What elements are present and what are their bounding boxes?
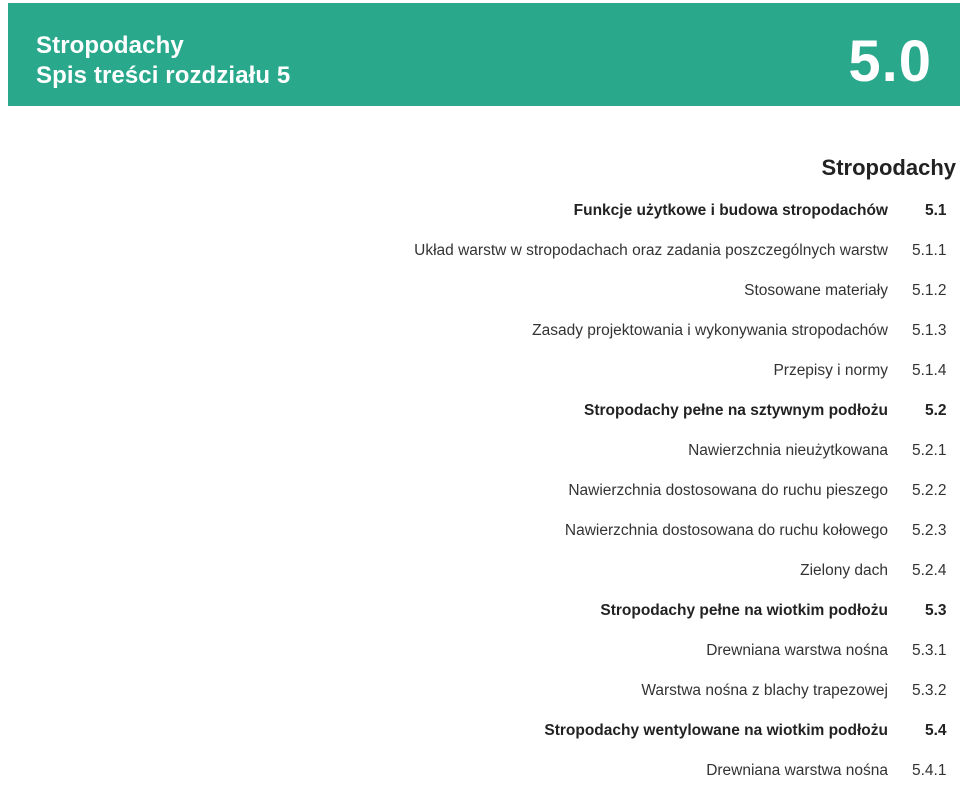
toc-subsection-entry[interactable] xyxy=(0,512,960,552)
toc-entry-number: 5.2.4 xyxy=(912,562,947,579)
toc-entry-number: 5.3 xyxy=(925,602,947,619)
toc-subsection-entry[interactable] xyxy=(0,672,960,712)
toc-entry-number: 5.4.1 xyxy=(912,762,947,779)
toc-entry-number: 5.1.1 xyxy=(912,242,947,259)
toc-entry-label: Zielony dach xyxy=(800,562,888,579)
toc-section-entry[interactable] xyxy=(0,392,960,432)
chapter-title-line-1: Stropodachy xyxy=(36,32,184,59)
section-title: Stropodachy xyxy=(821,155,956,180)
toc-subsection-entry[interactable] xyxy=(0,552,960,592)
toc-entry-label: Warstwa nośna z blachy trapezowej xyxy=(641,682,888,699)
toc-entry-label: Drewniana warstwa nośna xyxy=(706,642,888,659)
toc-entry-number: 5.2 xyxy=(925,402,947,419)
toc-subsection-entry[interactable] xyxy=(0,272,960,312)
toc-section-entry[interactable] xyxy=(0,192,960,232)
toc-section-entry[interactable] xyxy=(0,592,960,632)
toc-entry-label: Nawierzchnia dostosowana do ruchu pieszego xyxy=(568,482,888,499)
toc-entry-label: Przepisy i normy xyxy=(773,362,888,379)
toc-entry-number: 5.3.1 xyxy=(912,642,947,659)
toc-subsection-entry[interactable] xyxy=(0,472,960,512)
toc-subsection-entry[interactable] xyxy=(0,752,960,792)
toc-entry-label: Układ warstw w stropodachach oraz zadania poszczególnych warstw xyxy=(414,242,888,259)
toc-subsection-entry[interactable] xyxy=(0,312,960,352)
toc-entry-number: 5.1.2 xyxy=(912,282,947,299)
chapter-title xyxy=(36,31,290,91)
toc-entry-label: Stropodachy wentylowane na wiotkim podłożu xyxy=(544,722,888,739)
table-of-contents xyxy=(0,192,960,792)
toc-entry-number: 5.2.3 xyxy=(912,522,947,539)
toc-subsection-entry[interactable] xyxy=(0,432,960,472)
toc-entry-label: Stosowane materiały xyxy=(744,282,888,299)
toc-entry-label: Funkcje użytkowe i budowa stropodachów xyxy=(573,202,888,219)
toc-entry-label: Nawierzchnia dostosowana do ruchu kołowego xyxy=(564,522,888,539)
toc-entry-number: 5.1 xyxy=(925,202,947,219)
toc-subsection-entry[interactable] xyxy=(0,232,960,272)
toc-subsection-entry[interactable] xyxy=(0,632,960,672)
toc-entry-number: 5.4 xyxy=(925,722,947,739)
toc-entry-number: 5.1.3 xyxy=(912,322,947,339)
toc-entry-number: 5.1.4 xyxy=(912,362,947,379)
toc-entry-number: 5.3.2 xyxy=(912,682,947,699)
toc-subsection-entry[interactable] xyxy=(0,352,960,392)
toc-entry-label: Zasady projektowania i wykonywania stropodachów xyxy=(532,322,888,339)
toc-entry-label: Nawierzchnia nieużytkowana xyxy=(688,442,888,459)
toc-entry-number: 5.2.1 xyxy=(912,442,947,459)
toc-entry-label: Stropodachy pełne na wiotkim podłożu xyxy=(600,602,888,619)
toc-entry-label: Drewniana warstwa nośna xyxy=(706,762,888,779)
toc-entry-label: Stropodachy pełne na sztywnym podłożu xyxy=(583,402,888,419)
chapter-header-band xyxy=(8,3,960,106)
chapter-title-line-2: Spis treści rozdziału 5 xyxy=(36,62,291,89)
chapter-number: 5.0 xyxy=(848,29,932,94)
toc-section-entry[interactable] xyxy=(0,712,960,752)
toc-entry-number: 5.2.2 xyxy=(912,482,947,499)
